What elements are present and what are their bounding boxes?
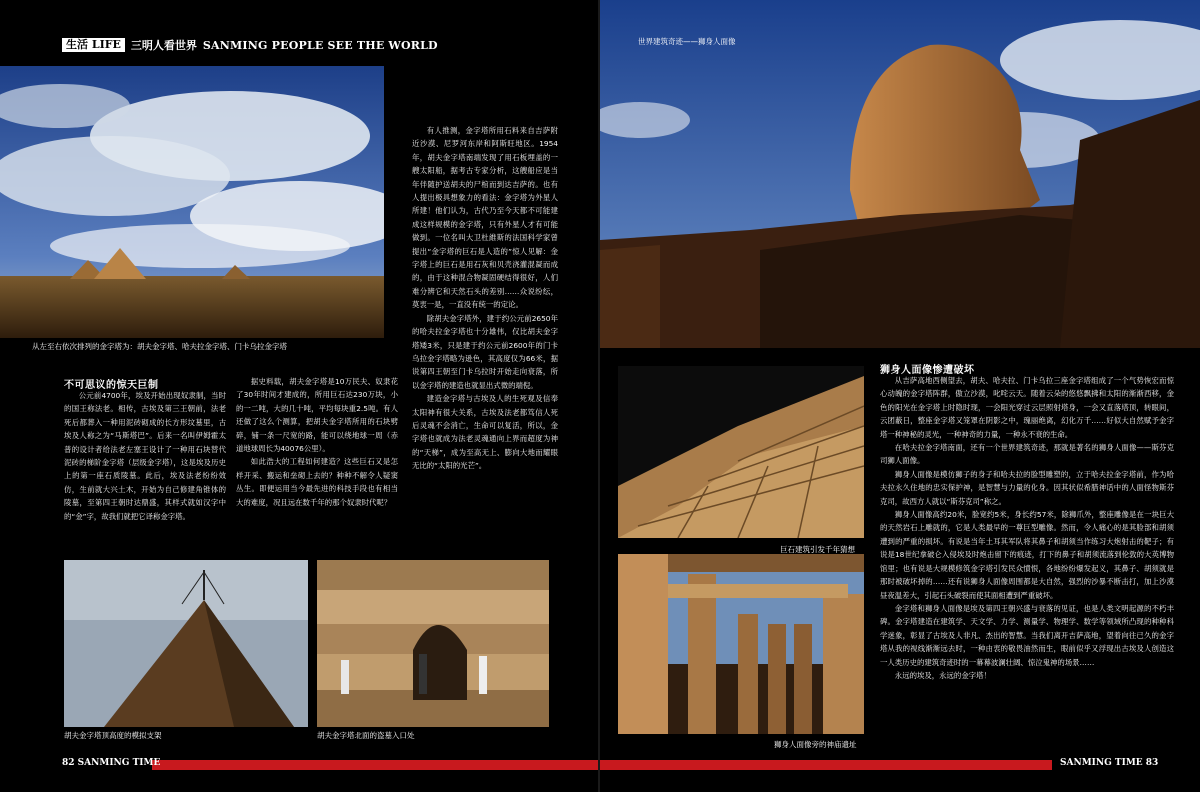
paragraph: 金字塔和狮身人面像是埃及第四王朝兴盛与衰落的见证，也是人类文明起源的不朽丰碑。金字塔建造在建筑学、天文学、力学、测量学、物理学、数学等领域所凸现的种种科学迷象，彰显了古埃及人非凡、杰出的智慧。当我们离开吉萨高地，望着向往已久的金字塔从我的视线渐渐远去时，一种由衷的敬畏油然而生，眼前似乎又浮现出古埃及人创造这一人类历史的建筑奇迹时的一幕幕波澜壮阔、惊泣鬼神的场景…… — [880, 603, 1174, 667]
footer-bar-right — [600, 760, 1052, 770]
left-page — [0, 0, 598, 792]
caption-khufu-peak: 胡夫金字塔顶高度的模拟支架 — [64, 731, 162, 740]
khufu-peak-photo — [64, 560, 308, 727]
section1-col3 — [412, 124, 558, 550]
section-title-cn: 三明人看世界 — [130, 39, 197, 52]
section-tag: 生活 LIFE — [62, 38, 125, 52]
khufu-entrance-photo — [317, 560, 549, 727]
right-page — [600, 0, 1200, 792]
section2-title: 狮身人面像惨遭破坏 — [880, 365, 975, 376]
section1-col1 — [64, 389, 226, 547]
sphinx-temple-photo — [618, 554, 864, 734]
section-header — [62, 38, 438, 52]
footer-bar-left — [152, 760, 598, 770]
caption-sphinx-topline: 世界建筑奇迹——狮身人面像 — [638, 37, 736, 46]
section2-body — [880, 374, 1174, 754]
paragraph: 在哈夫拉金字塔南面，还有一个世界建筑奇迹，那就是著名的狮身人面像——斯芬克司狮人面像。 — [880, 443, 1174, 466]
paragraph: 从吉萨高地西侧望去，胡夫、哈夫拉、门卡乌拉三座金字塔组成了一个气势恢宏而惊心动魄的金字塔阵群，傲立沙漠，叱咤云天。随着云朵的悠悠飘拂和太阳的渐渐西移，金色的阳光在金字塔上时隐时现，一会阳光穿过云层照射塔身，一会又直落塔顶，转眼间，云团蔽日，整座金字塔又笼罩在阴影之中，瑰丽绝离，幻化万千……好似大自然赋予金字塔一种神秘的灵光，一种神奇的力量，一种永不衰的生命。 — [880, 376, 1174, 439]
caption-khufu-entrance: 胡夫金字塔北面的盗墓入口处 — [317, 731, 415, 740]
paragraph: 狮身人面像高约20米，脸宽约5米，身长约57米，除狮爪外，整座雕像是在一块巨大的天然岩石上雕就的，它是人类最早的一尊巨型雕像。然而，令人痛心的是其脸部和胡须遭到的严重的损坏。有说是当年土耳其军队将其鼻子和胡须当作练习大炮射击的靶子；有说是18世纪拿破仑入侵埃及时炮击留下的痕迹，打下的鼻子和胡须流落到伦敦的大英博物馆里；也有说是大规模修筑金字塔引发民众憤恨，各地纷纷爆发起义，其鼻子、胡须就是那时被破坏掉的……还有说狮身人面像周围都是大自然，强烈的沙暴不断击打，加上沙漠昼夜温差大，引起石头破裂而使其面相遭到严重破坏。 — [880, 510, 1174, 600]
paragraph: 狮身人面像是模仿狮子的身子和哈夫拉的脸型雕塑的，立于哈夫拉金字塔前，作为哈夫拉永久住地的忠实保护神，是智慧与力量的化身。因其状似希腊神话中的人面怪物斯芬克司，故西方人就以“斯芬克司”称之。 — [880, 469, 1174, 506]
paragraph: 永远的埃及，永远的金字塔！ — [894, 670, 991, 680]
section-title-en: SANMING PEOPLE SEE THE WORLD — [202, 38, 438, 52]
paragraph: 如此浩大的工程如何建造？这些巨石又是怎样开采、搬运和垒砌上去的？种种不解令人疑窦丛生。即便运用当今最先进的科技手段也有相当大的难度，况且远在数千年的那个奴隶时代呢？ — [236, 457, 398, 507]
caption-pyramids: 从左至右依次排列的金字塔为：胡夫金字塔、哈夫拉金字塔、门卡乌拉金字塔 — [32, 342, 287, 351]
section1-col2 — [236, 375, 398, 547]
caption-sphinx-temple: 狮身人面像旁的神庙遗址 — [774, 740, 857, 749]
caption-big-stones: 巨石建筑引发千年猜想 — [780, 545, 855, 554]
section1-title: 不可思议的惊天巨制 — [64, 380, 159, 391]
paragraph: 据史料载，胡夫金字塔是10万民夫、奴隶花了30年时间才建成的，所用巨石达230万块，小的一二吨，大的几十吨，平均每块重2.5吨。有人还做了这么个测算，把胡夫金字塔所用的石块劈碎，铺一条一尺宽的路，能可以绕地球一周（赤道地球周长为40076公里）。 — [236, 377, 398, 454]
paragraph: 建造金字塔与古埃及人的生死观及信奉太阳神有很大关系，古埃及法老都笃信人死后灵魂不会消亡，生命可以复活，所以，金字塔也就成为法老灵魂通向上界而超度为神的“天梯”，成为至高无上、膨向大地而耀眼无比的“太阳的光芒”。 — [412, 394, 558, 471]
sphinx-photo — [600, 0, 1200, 348]
big-stones-photo — [618, 366, 864, 538]
paragraph: 除胡夫金字塔外，建于约公元前2650年的哈夫拉金字塔也十分雄伟，仅比胡夫金字塔矮3米，只是建于约公元前2600年的门卡乌拉金字塔略为逊色，其高度仅为66米，据说第四王朝至门卡乌拉时开始走向衰落，所以金字塔的建造也就显出式微的端倪。 — [412, 313, 558, 390]
paragraph: 有人推测，金字塔所用石料来自吉萨附近沙漠、尼罗河东岸和阿斯旺地区。1954年，胡夫金字塔南端发现了用石板埋盖的一艘太阳船，据考古专家分析，这艘船应是当年伴随护送胡夫的尸棺而到达吉萨的。也有人提出极具想象力的看法：金字塔为外星人所建！他们认为，古代乃至今天都不可能建成这样规模的金字塔，只有外星人才有可能做到。一位名叫大卫杜維斯的法国科学家曾提出“金字塔的巨石是人造的”惊人见解：金字塔上的巨石是用石灰和贝壳浇灌混凝而成的，由于这种混合物凝固硬结得很好，人们难分辨它和天然石头的差别……众说纷纭，莫衷一是，一直没有统一的定论。 — [412, 126, 558, 310]
paragraph: 公元前4700年，埃及开始出现奴隶制，当时的国王称法老。相传，古埃及第三王朝前，法老死后都葬入一种用泥砖砌成的长方形坟墓里，古埃及人称之为“马斯塔巴”。后来一名叫伊姆霍太普的设计者给法老左塞王设计了一种用石块替代泥砖的梯阶金字塔（层级金字塔），这是埃及历史上的第一座石质陵墓。此后，埃及法老纷纷效仿，生前就大兴土木，开始为自己修建角锥体的陵墓，至第四王朝时达鼎盛，其样式就如汉字中的“金”字，故我们就把它译称金字塔。 — [64, 391, 226, 521]
footer-left: 82 SANMING TIME — [62, 758, 161, 768]
footer-right: SANMING TIME 83 — [1060, 758, 1159, 768]
pyramids-panorama-photo — [0, 66, 384, 338]
